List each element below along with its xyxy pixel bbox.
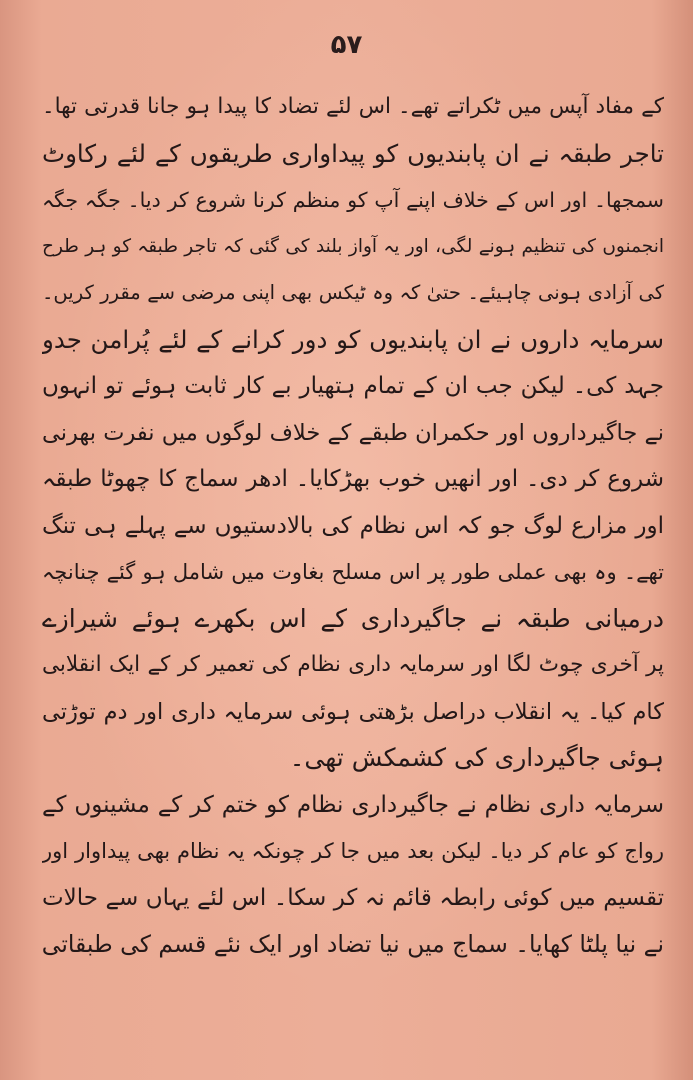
text-line: رواج کو عام کر دیا۔ لیکن بعد میں جا کر چونکہ یہ نظام بھی پیداوار اور [42, 839, 664, 863]
text-line-paragraph-end: ہوئی جاگیرداری کی کشمکش تھی۔ [289, 743, 664, 772]
text-line: تاجر طبقہ نے ان پابندیوں کو پیداواری طریقوں کے لئے رکاوٹ [42, 138, 664, 168]
text-line: جہد کی۔ لیکن جب ان کے تمام ہتھیار بے کار ثابت ہوئے تو انہوں [42, 373, 664, 399]
text-line: شروع کر دی۔ اور انھیں خوب بھڑکایا۔ ادھر سماج کا چھوٹا طبقہ [42, 466, 664, 492]
text-line: انجمنوں کی تنظیم ہونے لگی، اور یہ آواز بلند کی گئی کہ تاجر طبقہ کو ہر طرح [42, 235, 664, 257]
text-line: کام کیا۔ یہ انقلاب دراصل بڑھتی ہوئی سرمایہ داری اور دم توڑتی [42, 698, 664, 725]
text-line: سرمایہ داری نظام نے جاگیرداری نظام کو ختم کر کے مشینوں کے [42, 791, 664, 818]
text-line: درمیانی طبقہ نے جاگیرداری کے اس بکھرے ہوئے شیرازے [42, 603, 664, 633]
text-line: تھے۔ وہ بھی عملی طور پر اس مسلح بغاوت میں شامل ہو گئے چنانچہ [42, 560, 664, 584]
text-line: سمجھا۔ اور اس کے خلاف اپنے آپ کو منظم کرنا شروع کر دیا۔ جگہ جگہ [42, 188, 664, 212]
text-line: اور مزارع لوگ جو کہ اس نظام کی بالادستیوں سے پہلے ہی تنگ [42, 512, 664, 539]
page-number: ۵۷ [330, 30, 363, 60]
text-line: کی آزادی ہونی چاہیئے۔ حتیٰ کہ وہ ٹیکس بھی اپنی مرضی سے مقرر کریں۔ [42, 281, 664, 304]
text-line: سرمایہ داروں نے ان پابندیوں کو دور کرانے کے لئے پُرامن جدو [42, 324, 664, 354]
body-text [42, 84, 664, 968]
text-line: نے جاگیرداروں اور حکمران طبقے کے خلاف لوگوں میں نفرت بھرنی [42, 419, 664, 446]
text-line: کے مفاد آپس میں ٹکراتے تھے۔ اس لئے تضاد کا پیدا ہو جانا قدرتی تھا۔ [42, 94, 664, 119]
text-line: پر آخری چوٹ لگا اور سرمایہ داری نظام کی تعمیر کر کے ایک انقلابی [42, 652, 664, 677]
text-line: نے نیا پلٹا کھایا۔ سماج میں نیا تضاد اور ایک نئے قسم کی طبقاتی [42, 930, 664, 958]
text-line: تقسیم میں کوئی رابطہ قائم نہ کر سکا۔ اس لئے یہاں سے حالات [42, 884, 664, 911]
